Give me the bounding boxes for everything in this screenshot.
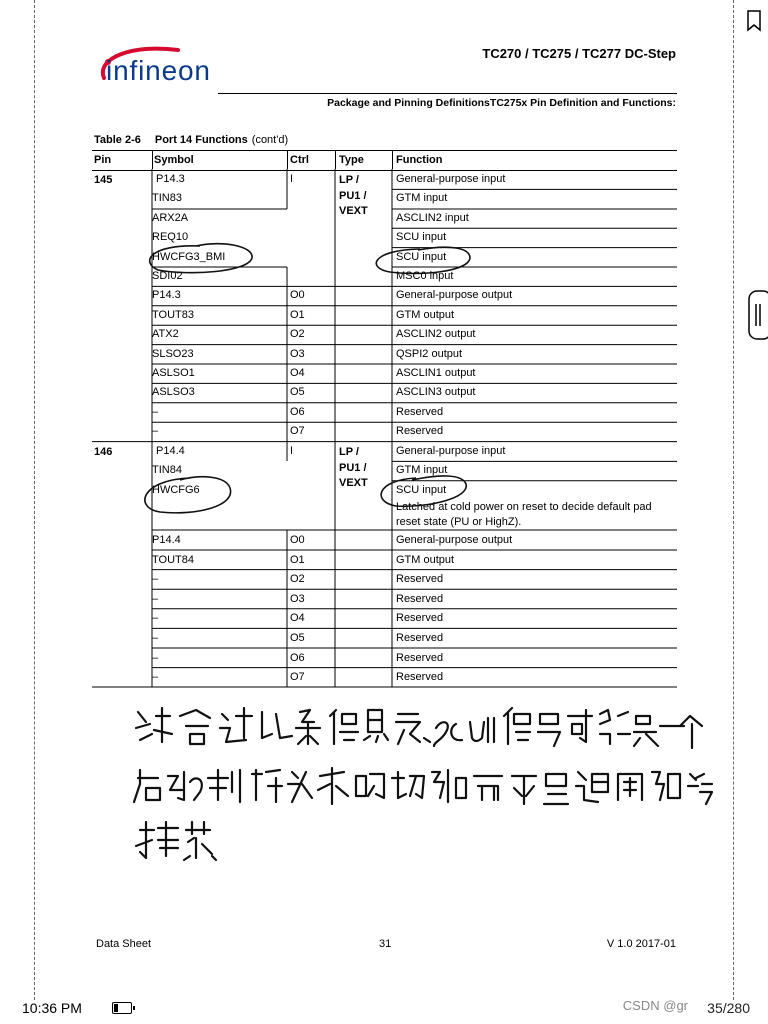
- table-row: [92, 590, 677, 609]
- ctrl-cell: O2: [290, 328, 305, 341]
- function-cell: General-purpose output: [396, 534, 513, 546]
- symbol-cell: TOUT84: [152, 553, 194, 566]
- ctrl-cell: O4: [290, 367, 305, 379]
- table-row: [92, 531, 677, 550]
- table-caption-text: Port 14 Functions: [154, 134, 248, 146]
- symbol-cell: SLSO23: [152, 347, 194, 360]
- table-row: [92, 267, 677, 286]
- function-cell: ASCLIN2 input: [396, 211, 469, 224]
- table-row: [92, 403, 677, 422]
- symbol-cell: –: [152, 405, 159, 418]
- document-title: TC270 / TC275 / TC277 DC-Step: [482, 46, 676, 61]
- function-cell: General-purpose output: [396, 289, 513, 302]
- symbol-cell: –: [152, 671, 159, 684]
- table-row: [92, 325, 677, 344]
- type-line: PU1 /: [339, 189, 367, 202]
- infineon-logo: [92, 44, 218, 98]
- table-row: [92, 668, 677, 687]
- function-cell: SCU input: [396, 483, 447, 496]
- function-cell: GTM input: [396, 192, 448, 205]
- ctrl-cell: O7: [290, 671, 305, 684]
- function-cell: Reserved: [396, 651, 444, 664]
- ctrl-cell: O3: [290, 592, 305, 605]
- symbol-cell: ASLSO1: [152, 367, 195, 379]
- function-cell: General-purpose input: [396, 173, 506, 185]
- symbol-cell: –: [152, 612, 159, 625]
- pin-number: 146: [94, 446, 113, 458]
- function-cell: Reserved: [396, 632, 444, 644]
- ctrl-cell: O7: [290, 425, 305, 438]
- function-note: reset state (PU or HighZ).: [396, 516, 522, 528]
- table-row: [92, 286, 677, 305]
- table-row: [92, 649, 677, 668]
- pin-number: 145: [94, 174, 113, 186]
- table-row: [92, 306, 677, 325]
- symbol-cell: P14.4: [156, 445, 185, 457]
- table-row: [92, 609, 677, 628]
- battery-icon: [112, 1002, 132, 1014]
- type-line: VEXT: [339, 477, 368, 489]
- table-row: [92, 345, 677, 364]
- symbol-cell: –: [152, 573, 159, 586]
- type-line: VEXT: [339, 205, 368, 217]
- symbol-cell: TOUT83: [152, 308, 194, 321]
- symbol-cell: ARX2A: [152, 211, 189, 224]
- symbol-cell: REQ10: [152, 231, 189, 244]
- function-cell: GTM input: [396, 464, 448, 477]
- type-line: PU1 /: [339, 461, 367, 474]
- symbol-cell: TIN83: [152, 192, 182, 205]
- table-header-row: [92, 150, 677, 171]
- function-cell: General-purpose input: [396, 445, 506, 457]
- column-header-type: Type: [339, 154, 364, 166]
- function-cell: ASCLIN1 output: [396, 367, 476, 379]
- symbol-cell: P14.3: [152, 289, 181, 302]
- side-panel-handle-icon[interactable]: [748, 290, 768, 340]
- ctrl-cell: O0: [290, 534, 305, 546]
- symbol-cell: HWCFG3_BMI: [152, 250, 226, 263]
- table-row: [92, 170, 677, 189]
- function-cell: Reserved: [396, 405, 444, 418]
- symbol-cell: –: [152, 651, 159, 664]
- section-title: Package and Pinning DefinitionsTC275x Pin Definition and Functions:: [327, 97, 676, 109]
- table-caption-suffix: (cont'd): [251, 134, 289, 146]
- symbol-cell: SDI02: [152, 270, 183, 282]
- table-row: [92, 551, 677, 570]
- ctrl-cell: O5: [290, 632, 305, 644]
- function-cell: Reserved: [396, 671, 444, 684]
- column-header-symbol: Symbol: [154, 154, 194, 166]
- page-border-right: [733, 0, 734, 1000]
- function-cell: ASCLIN2 output: [396, 328, 476, 341]
- ctrl-cell: O1: [290, 308, 305, 321]
- type-line: LP /: [339, 446, 359, 458]
- bookmark-icon[interactable]: [746, 10, 762, 32]
- function-cell: Reserved: [396, 573, 444, 586]
- ctrl-cell: O6: [290, 405, 305, 418]
- ctrl-cell: I: [290, 173, 294, 185]
- ctrl-cell: O0: [290, 289, 305, 302]
- function-cell: GTM output: [396, 308, 455, 321]
- symbol-cell: TIN84: [152, 464, 182, 477]
- table-row: [92, 383, 677, 402]
- column-header-ctrl: Ctrl: [290, 154, 309, 166]
- ctrl-cell: O1: [290, 553, 305, 566]
- table-row: [92, 629, 677, 648]
- table-row: [92, 189, 677, 208]
- pin-table: [92, 150, 677, 171]
- footer-left: Data Sheet: [96, 938, 152, 950]
- table-row: [92, 422, 677, 441]
- column-header-pin: Pin: [94, 154, 112, 166]
- ctrl-cell: I: [290, 445, 294, 457]
- symbol-cell: P14.4: [152, 534, 181, 546]
- function-cell: Reserved: [396, 425, 444, 438]
- page-indicator[interactable]: 35/280: [707, 1000, 750, 1016]
- ctrl-cell: O3: [290, 347, 305, 360]
- table-caption: [94, 134, 288, 146]
- symbol-cell: ATX2: [152, 328, 179, 341]
- symbol-cell: –: [152, 632, 159, 644]
- table-row: [92, 248, 677, 267]
- status-time: 10:36 PM: [22, 1000, 82, 1016]
- logo-text: infineon: [106, 55, 210, 86]
- function-note: Latched at cold power on reset to decide default pad: [396, 501, 652, 513]
- column-header-function: Function: [396, 154, 443, 166]
- function-cell: ASCLIN3 output: [396, 386, 476, 399]
- symbol-cell: HWCFG6: [152, 483, 200, 496]
- footer-page-number: 31: [379, 938, 392, 950]
- function-cell: SCU input: [396, 231, 447, 244]
- table-row: [92, 461, 677, 480]
- table-row: [92, 442, 677, 461]
- watermark: CSDN @gr: [622, 998, 688, 1013]
- note-row: [92, 497, 677, 529]
- page-border-left: [34, 0, 35, 1000]
- function-cell: MSC0 input: [396, 270, 454, 282]
- table-row: [92, 228, 677, 247]
- function-cell: SCU input: [396, 250, 447, 263]
- header-rule: [218, 93, 677, 94]
- ctrl-cell: O5: [290, 386, 305, 399]
- symbol-cell: ASLSO3: [152, 386, 195, 399]
- ctrl-cell: O4: [290, 612, 305, 625]
- function-cell: QSPI2 output: [396, 347, 463, 360]
- symbol-cell: –: [152, 425, 159, 438]
- type-line: LP /: [339, 174, 359, 186]
- symbol-cell: P14.3: [156, 173, 185, 185]
- table-row: [92, 209, 677, 228]
- symbol-cell: –: [152, 592, 159, 605]
- function-cell: Reserved: [396, 592, 444, 605]
- table-row: [92, 570, 677, 589]
- function-cell: Reserved: [396, 612, 444, 625]
- function-cell: GTM output: [396, 553, 455, 566]
- table-label: Table 2-6: [94, 134, 141, 146]
- table-row: [92, 364, 677, 383]
- footer-version: V 1.0 2017-01: [606, 938, 676, 950]
- ctrl-cell: O6: [290, 651, 305, 664]
- ctrl-cell: O2: [290, 573, 305, 586]
